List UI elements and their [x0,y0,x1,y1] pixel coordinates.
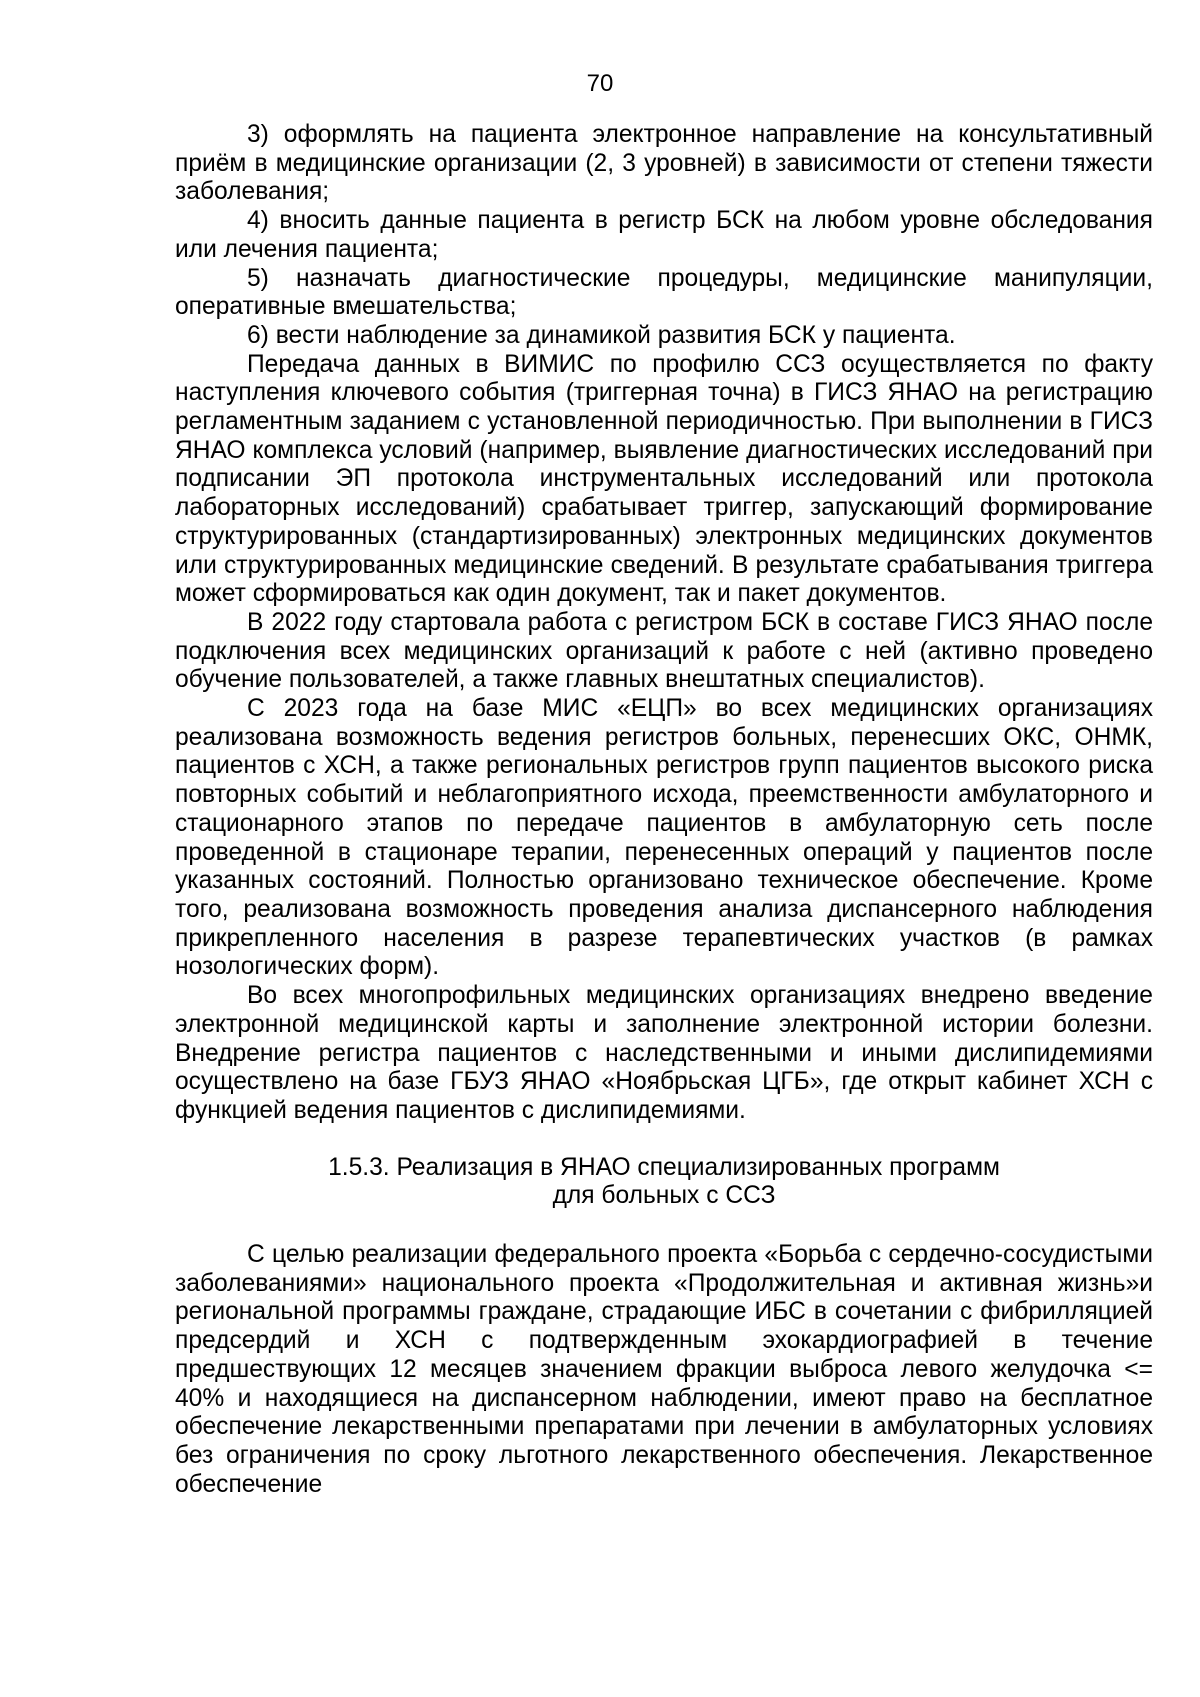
paragraph-2023-mis: С 2023 года на базе МИС «ЕЦП» во всех медицинских организациях реализована возможность ведения регистров больных, перенесших ОКС, ОНМК, пациентов с ХСН, а также региональных регистров групп пациентов высокого риска повторных событий и неблагоприятного исхода, преемственности амбулаторного и стационарного этапов по передаче пациентов в амбулаторную сеть после проведенной в стационаре терапии, перенесенных операций у пациентов после указанных состояний. Полностью организовано техническое обеспечение. Кроме того, реализована возможность проведения анализа диспансерного наблюдения прикрепленного населения в разрезе терапевтических участков (в рамках нозологических форм). [175,695,1153,981]
paragraph-list-item-5: 5) назначать диагностические процедуры, медицинские манипуляции, оперативные вмешательства; [175,264,1153,321]
paragraph-list-item-3: 3) оформлять на пациента электронное направление на консультативный приём в медицинские организации (2, 3 уровней) в зависимости от степени тяжести заболевания; [175,121,1153,206]
paragraph-2022-registry: В 2022 году стартовала работа с регистром БСК в составе ГИСЗ ЯНАО после подключения всех медицинских организаций к работе с ней (активно проведено обучение пользователей, а также главных внештатных специалистов). [175,608,1153,694]
page-number: 70 [586,70,614,97]
section-heading-line-2: для больных с ССЗ [552,1182,776,1210]
section-heading-line-1: 1.5.3. Реализация в ЯНАО специализированных программ [328,1153,1000,1181]
document-body [175,121,1153,1499]
paragraph-list-item-6: 6) вести наблюдение за динамикой развития БСК у пациента. [247,321,956,349]
paragraph-federal-project: С целью реализации федерального проекта «Борьба с сердечно-сосудистыми заболеваниями» национального проекта «Продолжительная и активная жизнь»и региональной программы граждане, страдающие ИБС в сочетании с фибрилляцией предсердий и ХСН с подтвержденным эхокардиографией в течение предшествующих 12 месяцев значением фракции выброса левого желудочка <= 40% и находящиеся на диспансерном наблюдении, имеют право на бесплатное обеспечение лекарственными препаратами при лечении в амбулаторных условиях без ограничения по сроку льготного лекарственного обеспечения. Лекарственное обеспечение [175,1241,1153,1498]
paragraph-list-item-4: 4) вносить данные пациента в регистр БСК на любом уровне обследования или лечения пациента; [175,207,1153,263]
paragraph-vimis-transfer: Передача данных в ВИМИС по профилю ССЗ осуществляется по факту наступления ключевого события (триггерная точна) в ГИСЗ ЯНАО на регистрацию регламентным заданием с установленной периодичностью. При выполнении в ГИСЗ ЯНАО комплекса условий (например, выявление диагностических исследований при подписании ЭП протокола инструментальных исследований или протокола лабораторных исследований) срабатывает триггер, запускающий формирование структурированных (стандартизированных) электронных медицинских документов или структурированных медицинские сведений. В результате срабатывания триггера может сформироваться как один документ, так и пакет документов. [175,350,1153,608]
paragraph-electronic-records: Во всех многопрофильных медицинских организациях внедрено введение электронной медицинской карты и заполнение электронной истории болезни. Внедрение регистра пациентов с наследственными и иными дислипидемиями осуществлено на базе ГБУЗ ЯНАО «Ноябрьская ЦГБ», где открыт кабинет ХСН с функцией ведения пациентов с дислипидемиями. [175,982,1153,1124]
section-heading [175,1126,1153,1241]
